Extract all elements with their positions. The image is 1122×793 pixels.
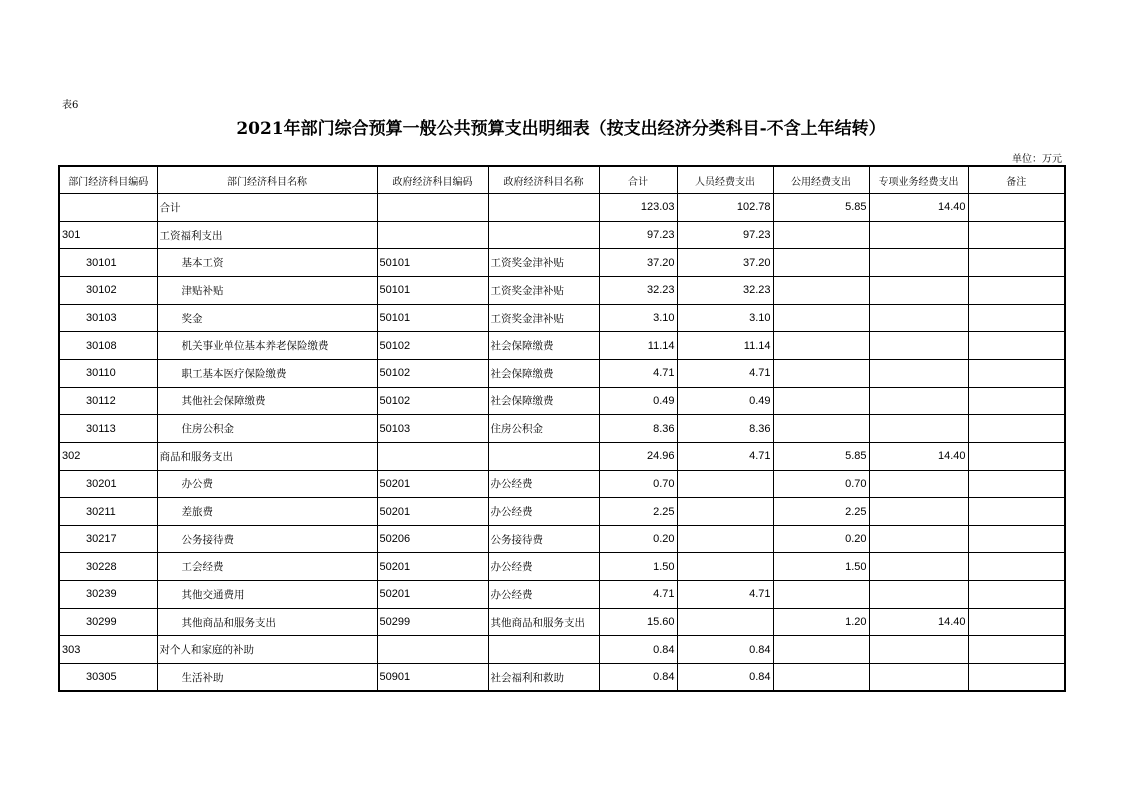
table-row: [59, 553, 1065, 581]
cell-public: 0.20: [773, 525, 869, 553]
cell-dept-name: 其他社会保障缴费: [157, 387, 377, 415]
cell-personnel: 32.23: [677, 277, 773, 305]
cell-public: [773, 664, 869, 692]
cell-personnel: [677, 553, 773, 581]
cell-note: [968, 498, 1065, 526]
cell-dept-name: 津贴补贴: [157, 277, 377, 305]
table-row: [59, 581, 1065, 609]
cell-note: [968, 221, 1065, 249]
table-row: [59, 498, 1065, 526]
cell-gov-name: [488, 194, 599, 222]
cell-personnel: 0.84: [677, 636, 773, 664]
cell-special: [869, 415, 968, 443]
cell-gov-name: 社会保障缴费: [488, 332, 599, 360]
table-row: [59, 636, 1065, 664]
table-row: [59, 608, 1065, 636]
cell-dept-code: 30299: [59, 608, 157, 636]
cell-note: [968, 277, 1065, 305]
cell-personnel: [677, 525, 773, 553]
cell-dept-code: 303: [59, 636, 157, 664]
cell-dept-code: 301: [59, 221, 157, 249]
cell-total: 0.84: [599, 664, 677, 692]
cell-note: [968, 525, 1065, 553]
cell-dept-name: 公务接待费: [157, 525, 377, 553]
table-row: [59, 664, 1065, 692]
cell-total: 0.49: [599, 387, 677, 415]
cell-gov-name: 工资奖金津补贴: [488, 304, 599, 332]
cell-dept-name: 商品和服务支出: [157, 442, 377, 470]
cell-total: 97.23: [599, 221, 677, 249]
cell-dept-name: 对个人和家庭的补助: [157, 636, 377, 664]
cell-gov-code: 50206: [377, 525, 488, 553]
cell-dept-name: 工资福利支出: [157, 221, 377, 249]
cell-dept-code: 30108: [59, 332, 157, 360]
cell-gov-code: 50901: [377, 664, 488, 692]
cell-dept-code: 30102: [59, 277, 157, 305]
cell-special: [869, 636, 968, 664]
cell-special: [869, 277, 968, 305]
cell-personnel: 4.71: [677, 581, 773, 609]
cell-personnel: 8.36: [677, 415, 773, 443]
cell-total: 1.50: [599, 553, 677, 581]
cell-dept-name: 奖金: [157, 304, 377, 332]
cell-note: [968, 332, 1065, 360]
cell-gov-name: 社会保障缴费: [488, 387, 599, 415]
cell-dept-name: 工会经费: [157, 553, 377, 581]
cell-note: [968, 249, 1065, 277]
table-row: [59, 525, 1065, 553]
cell-personnel: 4.71: [677, 442, 773, 470]
cell-total: 32.23: [599, 277, 677, 305]
header-public: 公用经费支出: [773, 166, 869, 194]
cell-total: 0.70: [599, 470, 677, 498]
header-total: 合计: [599, 166, 677, 194]
cell-total: 0.84: [599, 636, 677, 664]
cell-dept-name: 生活补助: [157, 664, 377, 692]
cell-gov-code: 50102: [377, 359, 488, 387]
table-row: [59, 277, 1065, 305]
cell-personnel: [677, 470, 773, 498]
cell-public: [773, 636, 869, 664]
cell-gov-code: 50201: [377, 498, 488, 526]
table-row: [59, 415, 1065, 443]
cell-special: [869, 221, 968, 249]
cell-gov-name: 其他商品和服务支出: [488, 608, 599, 636]
table-row: [59, 470, 1065, 498]
cell-special: [869, 470, 968, 498]
cell-public: [773, 415, 869, 443]
table-row: [59, 387, 1065, 415]
cell-gov-code: [377, 442, 488, 470]
cell-special: [869, 387, 968, 415]
table-row: [59, 249, 1065, 277]
cell-gov-code: 50101: [377, 304, 488, 332]
cell-public: 5.85: [773, 442, 869, 470]
cell-dept-code: 30101: [59, 249, 157, 277]
cell-gov-name: 办公经费: [488, 581, 599, 609]
cell-dept-name: 其他交通费用: [157, 581, 377, 609]
cell-dept-code: 30305: [59, 664, 157, 692]
table-row: [59, 194, 1065, 222]
table-row: [59, 442, 1065, 470]
cell-gov-name: 社会保障缴费: [488, 359, 599, 387]
cell-special: [869, 525, 968, 553]
cell-note: [968, 415, 1065, 443]
cell-total: 8.36: [599, 415, 677, 443]
cell-public: 1.20: [773, 608, 869, 636]
cell-gov-code: 50201: [377, 470, 488, 498]
cell-special: [869, 498, 968, 526]
cell-public: [773, 249, 869, 277]
cell-dept-code: 30217: [59, 525, 157, 553]
cell-special: 14.40: [869, 194, 968, 222]
cell-gov-code: 50299: [377, 608, 488, 636]
cell-note: [968, 442, 1065, 470]
header-gov-code: 政府经济科目编码: [377, 166, 488, 194]
cell-special: [869, 359, 968, 387]
cell-public: 5.85: [773, 194, 869, 222]
cell-gov-name: 住房公积金: [488, 415, 599, 443]
header-gov-name: 政府经济科目名称: [488, 166, 599, 194]
table-row: [59, 359, 1065, 387]
cell-dept-code: 30201: [59, 470, 157, 498]
cell-special: [869, 581, 968, 609]
table-body: [59, 194, 1065, 692]
cell-dept-code: 30103: [59, 304, 157, 332]
cell-personnel: [677, 498, 773, 526]
cell-total: 4.71: [599, 359, 677, 387]
cell-gov-code: [377, 194, 488, 222]
cell-special: [869, 304, 968, 332]
header-note: 备注: [968, 166, 1065, 194]
cell-note: [968, 194, 1065, 222]
cell-gov-name: 工资奖金津补贴: [488, 249, 599, 277]
cell-gov-code: 50201: [377, 581, 488, 609]
cell-total: 123.03: [599, 194, 677, 222]
budget-table: [58, 165, 1066, 692]
cell-note: [968, 553, 1065, 581]
cell-note: [968, 387, 1065, 415]
cell-note: [968, 664, 1065, 692]
cell-gov-name: 工资奖金津补贴: [488, 277, 599, 305]
cell-note: [968, 470, 1065, 498]
cell-total: 11.14: [599, 332, 677, 360]
cell-total: 0.20: [599, 525, 677, 553]
document-title: 2021年部门综合预算一般公共预算支出明细表（按支出经济分类科目-不含上年结转）: [236, 119, 886, 139]
cell-gov-code: [377, 221, 488, 249]
cell-gov-code: 50101: [377, 249, 488, 277]
cell-special: [869, 332, 968, 360]
cell-dept-name: 差旅费: [157, 498, 377, 526]
cell-gov-code: 50101: [377, 277, 488, 305]
cell-note: [968, 608, 1065, 636]
cell-total: 4.71: [599, 581, 677, 609]
table-row: [59, 332, 1065, 360]
cell-total: 3.10: [599, 304, 677, 332]
cell-gov-code: 50103: [377, 415, 488, 443]
cell-personnel: 4.71: [677, 359, 773, 387]
cell-gov-name: 社会福利和救助: [488, 664, 599, 692]
cell-dept-code: 30239: [59, 581, 157, 609]
cell-personnel: 102.78: [677, 194, 773, 222]
cell-dept-name: 机关事业单位基本养老保险缴费: [157, 332, 377, 360]
cell-gov-name: 办公经费: [488, 470, 599, 498]
cell-public: 0.70: [773, 470, 869, 498]
cell-note: [968, 636, 1065, 664]
cell-public: [773, 359, 869, 387]
cell-public: 2.25: [773, 498, 869, 526]
cell-dept-name: 办公费: [157, 470, 377, 498]
cell-total: 15.60: [599, 608, 677, 636]
cell-personnel: 11.14: [677, 332, 773, 360]
cell-dept-name: 合计: [157, 194, 377, 222]
cell-note: [968, 304, 1065, 332]
cell-total: 24.96: [599, 442, 677, 470]
cell-total: 2.25: [599, 498, 677, 526]
cell-dept-code: 30110: [59, 359, 157, 387]
cell-gov-name: 公务接待费: [488, 525, 599, 553]
cell-dept-name: 住房公积金: [157, 415, 377, 443]
cell-gov-name: [488, 636, 599, 664]
cell-note: [968, 581, 1065, 609]
cell-dept-code: 30228: [59, 553, 157, 581]
table-row: [59, 304, 1065, 332]
cell-gov-code: [377, 636, 488, 664]
cell-special: [869, 553, 968, 581]
cell-dept-code: 302: [59, 442, 157, 470]
header-row: [59, 166, 1065, 194]
cell-public: [773, 277, 869, 305]
cell-dept-name: 职工基本医疗保险缴费: [157, 359, 377, 387]
cell-public: [773, 304, 869, 332]
cell-gov-code: 50201: [377, 553, 488, 581]
header-dept-code: 部门经济科目编码: [59, 166, 157, 194]
cell-personnel: 3.10: [677, 304, 773, 332]
cell-personnel: 0.84: [677, 664, 773, 692]
cell-dept-code: 30211: [59, 498, 157, 526]
cell-public: [773, 332, 869, 360]
cell-dept-name: 其他商品和服务支出: [157, 608, 377, 636]
cell-public: [773, 581, 869, 609]
cell-gov-name: 办公经费: [488, 553, 599, 581]
cell-gov-code: 50102: [377, 387, 488, 415]
cell-public: [773, 387, 869, 415]
cell-dept-name: 基本工资: [157, 249, 377, 277]
cell-special: [869, 249, 968, 277]
cell-special: 14.40: [869, 608, 968, 636]
cell-total: 37.20: [599, 249, 677, 277]
table-row: [59, 221, 1065, 249]
header-special: 专项业务经费支出: [869, 166, 968, 194]
cell-personnel: 37.20: [677, 249, 773, 277]
unit-label: 单位：万元: [1012, 154, 1062, 165]
cell-gov-name: 办公经费: [488, 498, 599, 526]
cell-gov-code: 50102: [377, 332, 488, 360]
cell-gov-name: [488, 221, 599, 249]
cell-dept-code: 30112: [59, 387, 157, 415]
cell-note: [968, 359, 1065, 387]
cell-public: [773, 221, 869, 249]
cell-personnel: 97.23: [677, 221, 773, 249]
cell-public: 1.50: [773, 553, 869, 581]
cell-special: 14.40: [869, 442, 968, 470]
cell-special: [869, 664, 968, 692]
header-personnel: 人员经费支出: [677, 166, 773, 194]
cell-personnel: [677, 608, 773, 636]
table-label: 表6: [62, 100, 79, 111]
header-dept-name: 部门经济科目名称: [157, 166, 377, 194]
cell-dept-code: 30113: [59, 415, 157, 443]
cell-gov-name: [488, 442, 599, 470]
cell-dept-code: [59, 194, 157, 222]
cell-personnel: 0.49: [677, 387, 773, 415]
